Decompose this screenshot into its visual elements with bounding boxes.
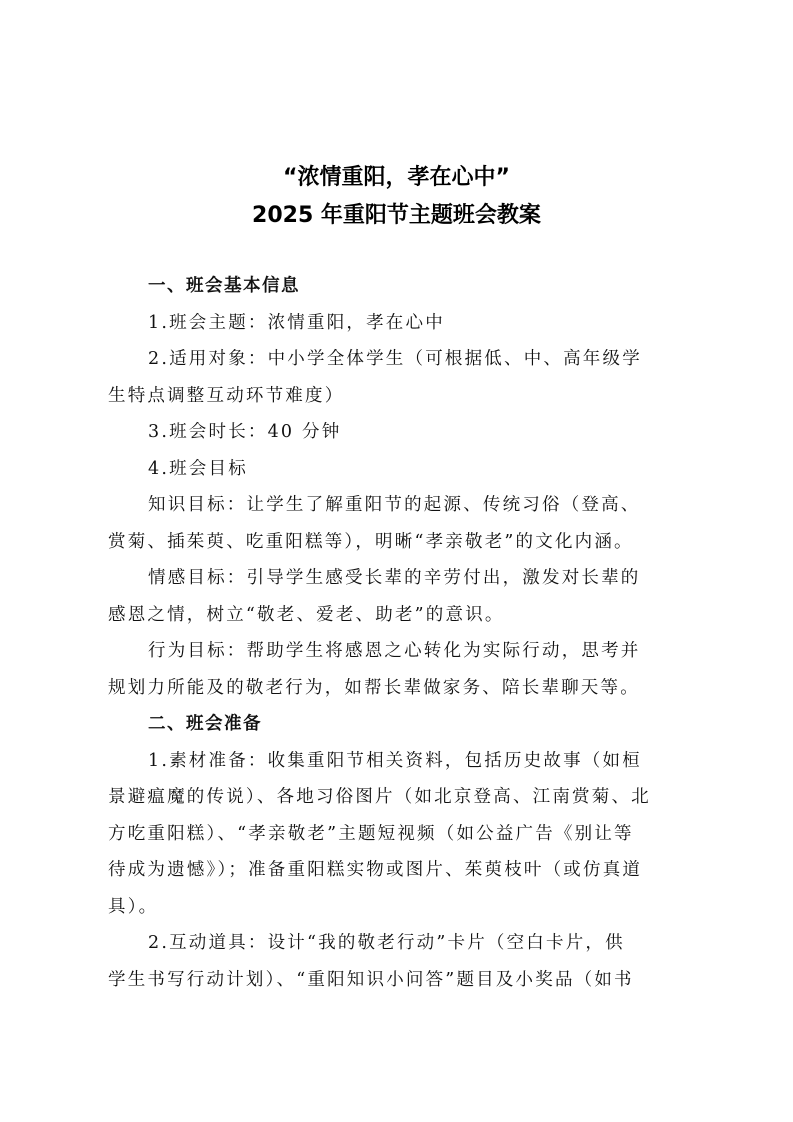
document-body: [108, 268, 688, 998]
text-line: 规划力所能及的敬老行为，如帮长辈做家务、陪长辈聊天等。: [108, 677, 640, 698]
text-line: 情感目标：引导学生感受长辈的辛劳付出，激发对长辈的: [148, 568, 641, 588]
text-line: 学生书写行动计划）、“重阳知识小问答”题目及小奖品（如书: [108, 969, 634, 990]
text-line: 感恩之情，树立“敬老、爱老、助老”的意识。: [108, 604, 505, 625]
section-heading-preparation: 二、班会准备: [148, 714, 262, 734]
text-line: 生特点调整互动环节难度）: [108, 385, 345, 406]
text-line: 具）。: [108, 896, 159, 917]
text-line: 2.适用对象：中小学全体学生（可根据低、中、高年级学: [148, 349, 642, 369]
document-title-line-2: 2025 年重阳节主题班会教案: [252, 203, 541, 228]
text-line: 1.素材准备：收集重阳节相关资料，包括历史故事（如桓: [148, 750, 642, 771]
text-line: 2.互动道具：设计“我的敬老行动”卡片（空白卡片，供: [148, 933, 625, 953]
text-line: 方吃重阳糕）、“孝亲敬老”主题短视频（如公益广告《别让等: [108, 823, 634, 844]
text-line: 4.班会目标: [148, 458, 248, 479]
section-heading-basic-info: 一、班会基本信息: [148, 276, 300, 296]
text-line: 1.班会主题：浓情重阳，孝在心中: [148, 312, 445, 333]
text-line: 3.班会时长：40 分钟: [148, 422, 342, 442]
text-line: 景避瘟魔的传说）、各地习俗图片（如北京登高、江南赏菊、北: [108, 787, 651, 807]
document-title-line-1: “浓情重阳，孝在心中”: [283, 165, 510, 190]
text-line: 行为目标：帮助学生将感恩之心转化为实际行动，思考并: [148, 641, 641, 661]
text-line: 赏菊、插茱萸、吃重阳糕等），明晰“孝亲敬老”的文化内涵。: [108, 531, 634, 552]
text-line: 待成为遗憾》）；准备重阳糕实物或图片、茱萸枝叶（或仿真道: [108, 860, 643, 880]
text-line: 知识目标：让学生了解重阳节的起源、传统习俗（登高、: [148, 495, 641, 515]
